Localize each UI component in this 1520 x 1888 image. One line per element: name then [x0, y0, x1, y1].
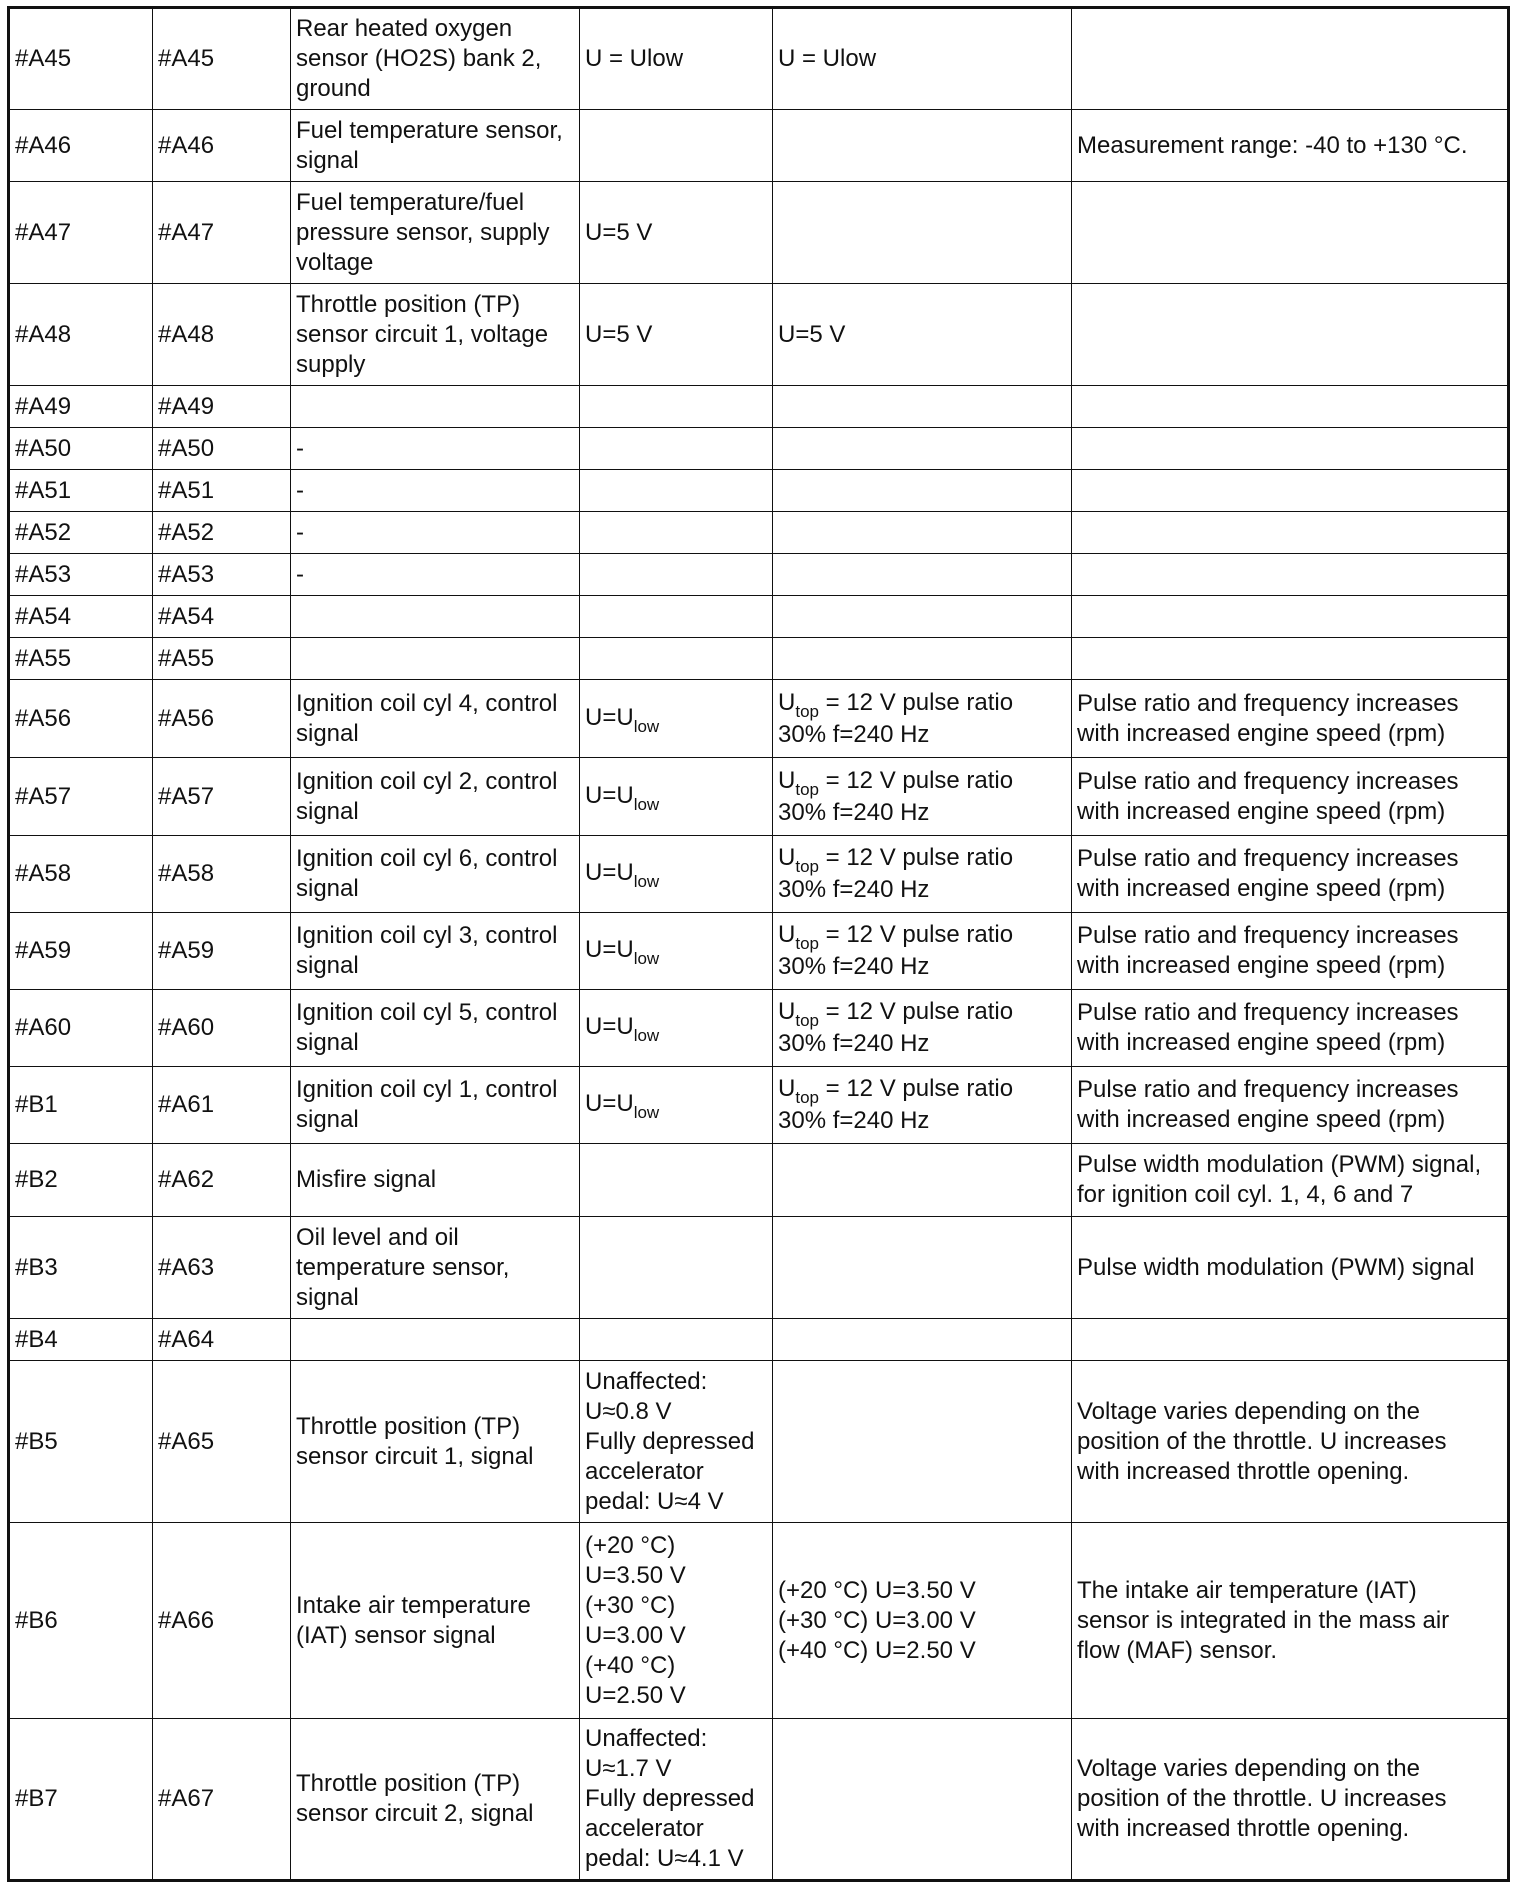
alt-pin-cell	[153, 836, 291, 913]
description-text: Ignition coil cyl 4, control signal	[296, 689, 558, 747]
alt-pin-cell	[153, 110, 291, 182]
alt-pin-label: #A65	[158, 1427, 215, 1455]
description-cell	[291, 1144, 580, 1217]
description-cell	[291, 758, 580, 836]
description-cell	[291, 1319, 580, 1361]
pin-cell	[9, 470, 153, 512]
note-text: Pulse ratio and frequency increases with increased engine speed (rpm)	[1077, 689, 1459, 747]
description-cell	[291, 680, 580, 758]
alt-pin-cell	[153, 1719, 291, 1881]
value-1-text: U=U	[585, 1090, 634, 1117]
note-cell	[1072, 638, 1509, 680]
alt-pin-label: #A47	[158, 218, 215, 246]
alt-pin-label: #A50	[158, 434, 215, 462]
value-1-text: U=5 V	[585, 218, 653, 246]
pin-label: #A49	[15, 392, 72, 420]
value-2-text: U	[778, 1075, 796, 1102]
note-cell	[1072, 512, 1509, 554]
note-cell	[1072, 1217, 1509, 1319]
pin-cell	[9, 386, 153, 428]
pin-label: #A55	[15, 644, 72, 672]
value-cell-1	[580, 470, 773, 512]
value-cell-2	[773, 182, 1072, 284]
description-text: Fuel temperature sensor, signal	[296, 116, 563, 174]
description-cell	[291, 386, 580, 428]
value-cell-2	[773, 110, 1072, 182]
value-2-text: U=5 V	[778, 320, 846, 348]
value-1-text: U=U	[585, 703, 634, 731]
value-cell-2	[773, 1361, 1072, 1523]
value-cell-1	[580, 554, 773, 596]
description-cell	[291, 913, 580, 990]
alt-pin-label: #A64	[158, 1325, 215, 1353]
description-cell	[291, 512, 580, 554]
value-cell-2	[773, 284, 1072, 386]
value-2-rest: = 12 V pulse ratio 30% f=240 Hz	[778, 844, 1014, 903]
description-cell	[291, 554, 580, 596]
alt-pin-label: #A56	[158, 704, 215, 732]
alt-pin-cell	[153, 596, 291, 638]
value-cell-2	[773, 428, 1072, 470]
note-cell	[1072, 1144, 1509, 1217]
note-text: Voltage varies depending on the position of the throttle. U increases with increased throttle opening.	[1077, 1397, 1447, 1485]
alt-pin-label: #A52	[158, 518, 215, 546]
alt-pin-cell	[153, 1217, 291, 1319]
table-row	[9, 182, 1509, 284]
pin-label: #B7	[15, 1785, 58, 1812]
alt-pin-label: #A55	[158, 644, 215, 672]
description-text: Oil level and oil temperature sensor, signal	[296, 1223, 510, 1311]
value-2-text: U	[778, 844, 796, 871]
pin-cell	[9, 554, 153, 596]
pin-label: #A56	[15, 704, 72, 732]
alt-pin-cell	[153, 554, 291, 596]
note-text: Pulse ratio and frequency increases with increased engine speed (rpm)	[1077, 1076, 1459, 1133]
pin-label: #A45	[15, 45, 72, 72]
alt-pin-label: #A48	[158, 320, 215, 348]
table-row	[9, 596, 1509, 638]
note-cell	[1072, 1523, 1509, 1719]
pin-label: #A47	[15, 218, 72, 246]
value-1-text: Unaffected: U≈1.7 V Fully depressed accelerator pedal: U≈4.1 V	[585, 1725, 755, 1872]
value-2-text: (+20 °C) U=3.50 V (+30 °C) U=3.00 V (+40 °C) U=2.50 V	[778, 1576, 976, 1664]
alt-pin-label: #A46	[158, 131, 215, 159]
description-text: Ignition coil cyl 5, control signal	[296, 999, 558, 1056]
note-cell	[1072, 8, 1509, 110]
pin-label: #A58	[15, 860, 72, 887]
value-1-text: Unaffected: U≈0.8 V Fully depressed accelerator pedal: U≈4 V	[585, 1367, 755, 1515]
note-cell	[1072, 182, 1509, 284]
alt-pin-label: #A60	[158, 1014, 215, 1041]
description-cell	[291, 1719, 580, 1881]
value-cell-2	[773, 1523, 1072, 1719]
note-cell	[1072, 284, 1509, 386]
pin-cell	[9, 1144, 153, 1217]
note-text: Measurement range: -40 to +130 °C.	[1077, 131, 1468, 159]
alt-pin-label: #A53	[158, 560, 215, 588]
alt-pin-cell	[153, 1523, 291, 1719]
description-cell	[291, 284, 580, 386]
value-cell-1	[580, 512, 773, 554]
value-cell-2	[773, 1067, 1072, 1144]
value-cell-2	[773, 680, 1072, 758]
note-text: Pulse width modulation (PWM) signal, for ignition coil cyl. 1, 4, 6 and 7	[1077, 1151, 1482, 1208]
value-2-subscript: top	[795, 701, 819, 721]
value-2-subscript: top	[795, 1088, 819, 1107]
value-2-subscript: top	[795, 1011, 819, 1030]
table-row	[9, 836, 1509, 913]
alt-pin-cell	[153, 758, 291, 836]
description-text: -	[296, 434, 304, 462]
alt-pin-cell	[153, 1319, 291, 1361]
note-cell	[1072, 680, 1509, 758]
pin-label: #A48	[15, 320, 72, 348]
pin-table	[7, 6, 1510, 1882]
pin-label: #A59	[15, 937, 72, 964]
pin-label: #B4	[15, 1325, 58, 1353]
value-cell-1	[580, 284, 773, 386]
pin-cell	[9, 758, 153, 836]
pin-cell	[9, 1319, 153, 1361]
alt-pin-label: #A59	[158, 937, 215, 964]
description-text: Rear heated oxygen sensor (HO2S) bank 2, ground	[296, 15, 542, 102]
alt-pin-cell	[153, 182, 291, 284]
description-cell	[291, 596, 580, 638]
value-1-text: U=5 V	[585, 320, 653, 348]
value-cell-1	[580, 638, 773, 680]
alt-pin-label: #A51	[158, 476, 215, 504]
value-cell-1	[580, 758, 773, 836]
description-text: -	[296, 476, 304, 504]
value-cell-1	[580, 386, 773, 428]
alt-pin-label: #A45	[158, 45, 215, 72]
description-text: Throttle position (TP) sensor circuit 1, signal	[296, 1412, 534, 1470]
value-1-subscript: low	[633, 794, 660, 814]
pin-cell	[9, 8, 153, 110]
pin-label: #B6	[15, 1606, 58, 1634]
table-row	[9, 1067, 1509, 1144]
table-row	[9, 428, 1509, 470]
pin-cell	[9, 638, 153, 680]
alt-pin-label: #A58	[158, 860, 215, 887]
note-cell	[1072, 990, 1509, 1067]
pin-label: #A50	[15, 434, 72, 462]
value-cell-1	[580, 1067, 773, 1144]
table-row	[9, 758, 1509, 836]
value-2-subscript: top	[795, 934, 819, 953]
pin-label: #B3	[15, 1253, 58, 1281]
value-cell-1	[580, 182, 773, 284]
value-2-text: U	[778, 688, 796, 716]
pin-label: #A51	[15, 476, 72, 504]
value-1-text: U=U	[585, 1013, 634, 1040]
description-text: Intake air temperature (IAT) sensor signal	[296, 1591, 531, 1649]
alt-pin-cell	[153, 1361, 291, 1523]
value-1-text: U = Ulow	[585, 45, 684, 72]
value-2-rest: = 12 V pulse ratio 30% f=240 Hz	[778, 921, 1014, 980]
table-row	[9, 1523, 1509, 1719]
value-2-subscript: top	[795, 857, 819, 876]
value-1-text: U=U	[585, 781, 634, 809]
note-cell	[1072, 1361, 1509, 1523]
alt-pin-label: #A61	[158, 1091, 215, 1118]
note-text: Voltage varies depending on the position of the throttle. U increases with increased throttle opening.	[1077, 1755, 1447, 1842]
note-cell	[1072, 470, 1509, 512]
value-cell-1	[580, 428, 773, 470]
note-cell	[1072, 428, 1509, 470]
pin-label: #B1	[15, 1091, 58, 1118]
table-row	[9, 1719, 1509, 1881]
note-cell	[1072, 913, 1509, 990]
alt-pin-label: #A66	[158, 1606, 215, 1634]
value-cell-2	[773, 1319, 1072, 1361]
pin-label: #A54	[15, 602, 72, 630]
pin-cell	[9, 1067, 153, 1144]
description-text: Ignition coil cyl 2, control signal	[296, 767, 558, 825]
value-2-subscript: top	[795, 779, 819, 799]
value-cell-2	[773, 554, 1072, 596]
value-cell-1	[580, 1217, 773, 1319]
value-cell-2	[773, 1144, 1072, 1217]
alt-pin-cell	[153, 512, 291, 554]
value-cell-1	[580, 836, 773, 913]
description-text: Throttle position (TP) sensor circuit 2, signal	[296, 1770, 534, 1827]
value-2-rest: = 12 V pulse ratio 30% f=240 Hz	[778, 998, 1014, 1057]
pin-cell	[9, 1719, 153, 1881]
pin-cell	[9, 596, 153, 638]
pin-label: #A52	[15, 518, 72, 546]
value-cell-1	[580, 596, 773, 638]
table-row	[9, 284, 1509, 386]
table-row	[9, 386, 1509, 428]
value-1-subscript: low	[633, 949, 660, 968]
value-2-text: U	[778, 998, 796, 1025]
value-cell-2	[773, 1217, 1072, 1319]
value-1-subscript: low	[633, 1026, 660, 1045]
value-cell-2	[773, 913, 1072, 990]
value-1-subscript: low	[633, 1103, 660, 1122]
description-cell	[291, 8, 580, 110]
description-cell	[291, 836, 580, 913]
alt-pin-cell	[153, 8, 291, 110]
pin-label: #A57	[15, 782, 72, 810]
pin-cell	[9, 680, 153, 758]
pin-cell	[9, 284, 153, 386]
value-cell-2	[773, 1719, 1072, 1881]
note-text: Pulse width modulation (PWM) signal	[1077, 1253, 1475, 1281]
table-row	[9, 680, 1509, 758]
table-row	[9, 1319, 1509, 1361]
table-row	[9, 1361, 1509, 1523]
alt-pin-cell	[153, 470, 291, 512]
value-1-text: U=U	[585, 936, 634, 963]
pin-cell	[9, 512, 153, 554]
note-cell	[1072, 1319, 1509, 1361]
note-cell	[1072, 1067, 1509, 1144]
description-cell	[291, 990, 580, 1067]
alt-pin-cell	[153, 1144, 291, 1217]
alt-pin-cell	[153, 386, 291, 428]
note-text: Pulse ratio and frequency increases with increased engine speed (rpm)	[1077, 999, 1459, 1056]
table-row	[9, 990, 1509, 1067]
alt-pin-label: #A67	[158, 1785, 215, 1812]
value-cell-1	[580, 8, 773, 110]
alt-pin-cell	[153, 913, 291, 990]
alt-pin-label: #A49	[158, 392, 215, 420]
note-cell	[1072, 596, 1509, 638]
value-cell-2	[773, 386, 1072, 428]
alt-pin-cell	[153, 284, 291, 386]
value-cell-2	[773, 512, 1072, 554]
pin-cell	[9, 110, 153, 182]
table-row	[9, 638, 1509, 680]
value-cell-2	[773, 8, 1072, 110]
value-cell-1	[580, 1144, 773, 1217]
description-text: -	[296, 560, 304, 588]
value-cell-2	[773, 990, 1072, 1067]
note-text: Pulse ratio and frequency increases with increased engine speed (rpm)	[1077, 922, 1459, 979]
description-text: Ignition coil cyl 3, control signal	[296, 922, 558, 979]
description-cell	[291, 1361, 580, 1523]
note-text: The intake air temperature (IAT) sensor is integrated in the mass air flow (MAF) sensor.	[1077, 1576, 1450, 1664]
description-cell	[291, 1217, 580, 1319]
pin-label: #A60	[15, 1014, 72, 1041]
description-cell	[291, 1067, 580, 1144]
pin-cell	[9, 428, 153, 470]
value-2-text: U	[778, 766, 796, 794]
value-1-text: (+20 °C) U=3.50 V (+30 °C) U=3.00 V (+40 °C) U=2.50 V	[585, 1531, 686, 1709]
table-row	[9, 1217, 1509, 1319]
table-row	[9, 554, 1509, 596]
value-cell-1	[580, 110, 773, 182]
table-row	[9, 512, 1509, 554]
table-row	[9, 470, 1509, 512]
note-cell	[1072, 1719, 1509, 1881]
table-row	[9, 8, 1509, 110]
note-cell	[1072, 386, 1509, 428]
pin-label: #A46	[15, 131, 72, 159]
description-text: Ignition coil cyl 6, control signal	[296, 845, 558, 902]
value-1-subscript: low	[633, 716, 660, 736]
value-cell-2	[773, 470, 1072, 512]
note-cell	[1072, 758, 1509, 836]
description-text: Throttle position (TP) sensor circuit 1, voltage supply	[296, 290, 549, 378]
pin-cell	[9, 1217, 153, 1319]
note-cell	[1072, 554, 1509, 596]
table-row	[9, 913, 1509, 990]
value-2-text: U	[778, 921, 796, 948]
alt-pin-cell	[153, 1067, 291, 1144]
note-text: Pulse ratio and frequency increases with increased engine speed (rpm)	[1077, 845, 1459, 902]
pin-label: #B2	[15, 1166, 58, 1193]
description-text: Misfire signal	[296, 1166, 437, 1193]
pin-cell	[9, 913, 153, 990]
pin-cell	[9, 990, 153, 1067]
alt-pin-cell	[153, 990, 291, 1067]
note-cell	[1072, 836, 1509, 913]
value-2-text: U = Ulow	[778, 45, 877, 72]
value-cell-2	[773, 836, 1072, 913]
description-cell	[291, 110, 580, 182]
description-cell	[291, 470, 580, 512]
table-row	[9, 110, 1509, 182]
note-text: Pulse ratio and frequency increases with increased engine speed (rpm)	[1077, 767, 1459, 825]
description-text: Fuel temperature/fuel pressure sensor, supply voltage	[296, 188, 550, 276]
value-2-rest: = 12 V pulse ratio 30% f=240 Hz	[778, 766, 1014, 826]
description-text: Ignition coil cyl 1, control signal	[296, 1076, 558, 1133]
value-cell-1	[580, 913, 773, 990]
value-cell-2	[773, 638, 1072, 680]
value-cell-1	[580, 1361, 773, 1523]
description-cell	[291, 1523, 580, 1719]
pin-label: #B5	[15, 1427, 58, 1455]
value-cell-1	[580, 1523, 773, 1719]
value-cell-1	[580, 1719, 773, 1881]
note-cell	[1072, 110, 1509, 182]
alt-pin-label: #A63	[158, 1253, 215, 1281]
alt-pin-cell	[153, 638, 291, 680]
pin-table-body	[9, 8, 1509, 1881]
value-cell-2	[773, 596, 1072, 638]
value-1-text: U=U	[585, 859, 634, 886]
pin-cell	[9, 182, 153, 284]
value-cell-1	[580, 1319, 773, 1361]
alt-pin-label: #A54	[158, 602, 215, 630]
value-cell-1	[580, 680, 773, 758]
alt-pin-label: #A62	[158, 1166, 215, 1193]
description-cell	[291, 182, 580, 284]
description-cell	[291, 638, 580, 680]
pin-cell	[9, 1523, 153, 1719]
value-cell-1	[580, 990, 773, 1067]
pin-label: #A53	[15, 560, 72, 588]
description-text: -	[296, 518, 304, 546]
description-cell	[291, 428, 580, 470]
value-1-subscript: low	[633, 872, 660, 891]
pin-cell	[9, 1361, 153, 1523]
value-2-rest: = 12 V pulse ratio 30% f=240 Hz	[778, 688, 1014, 748]
pin-cell	[9, 836, 153, 913]
table-row	[9, 1144, 1509, 1217]
value-cell-2	[773, 758, 1072, 836]
value-2-rest: = 12 V pulse ratio 30% f=240 Hz	[778, 1075, 1014, 1134]
alt-pin-cell	[153, 680, 291, 758]
alt-pin-cell	[153, 428, 291, 470]
alt-pin-label: #A57	[158, 782, 215, 810]
